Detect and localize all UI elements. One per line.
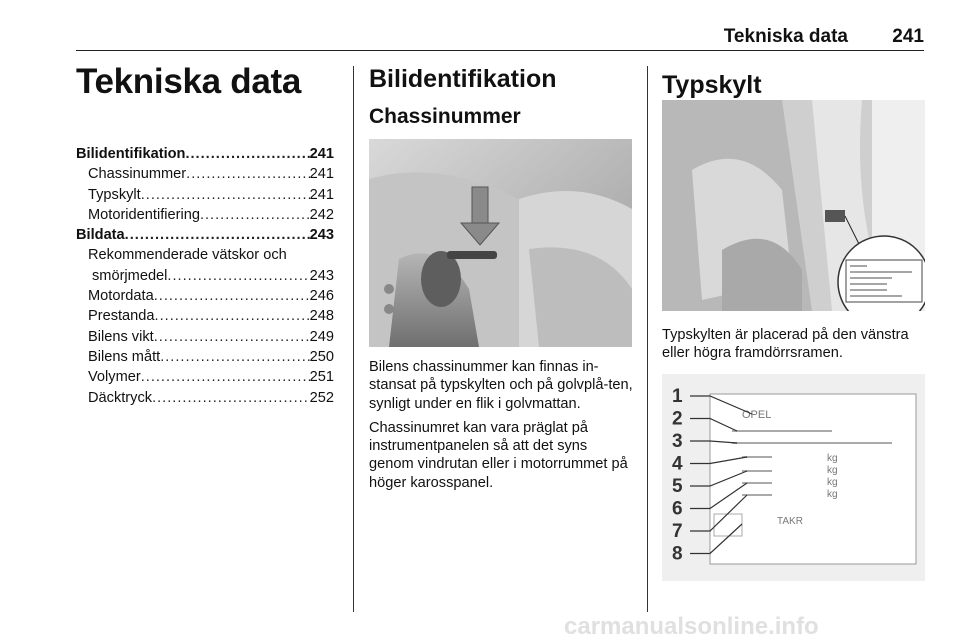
plate-unit-label: kg [827, 465, 838, 476]
toc-entry [76, 286, 334, 306]
watermark: carmanualsonline.info [564, 613, 819, 640]
plate-callout-number: 4 [672, 453, 683, 475]
toc-entry-page: 251 [309, 369, 334, 386]
toc-entry-page: 242 [309, 206, 334, 223]
running-header [76, 26, 924, 50]
plate-brand: OPEL [742, 409, 772, 421]
toc-entry-label: Prestanda [88, 308, 155, 325]
toc-leader [154, 286, 310, 306]
toc-column [76, 56, 334, 408]
toc-entry-page: 241 [309, 186, 334, 203]
toc-leader [167, 266, 309, 286]
toc-entry-page: 243 [309, 267, 334, 284]
header-rule [76, 50, 924, 51]
toc-entry-label: Bilens vikt [88, 328, 154, 345]
chapter-title: Tekniska data [76, 62, 302, 101]
toc-leader [141, 367, 310, 387]
toc-entry-label: Rekommenderade vätskor och [88, 247, 287, 264]
toc-entry-label: Motoridentifiering [88, 206, 200, 223]
subsection-heading: Chassinummer [369, 105, 521, 128]
toc-entry [76, 205, 334, 225]
chassis-column [369, 62, 633, 132]
toc-entry-label: Bilidentifikation [76, 146, 186, 162]
table-of-contents [76, 144, 334, 408]
toc-entry-page: 248 [309, 308, 334, 325]
plate-unit-label: kg [827, 453, 838, 464]
plate-unit-label: kg [827, 477, 838, 488]
toc-entry-label: smörjmedel [92, 267, 168, 284]
type-plate-caption: Typskylten är placerad på den vänstra eller högra framdörrsramen. [662, 327, 909, 362]
toc-entry-label: Typskylt [88, 186, 141, 203]
toc-entry-label: Volymer [88, 369, 141, 386]
plate-callout-number: 3 [672, 431, 683, 452]
toc-entry-page: 241 [309, 166, 334, 183]
page-number: 241 [892, 26, 924, 47]
toc-entry-page: 250 [309, 348, 334, 365]
toc-leader [200, 205, 310, 225]
toc-entry-page: 241 [309, 146, 334, 162]
plate-callout-number: 6 [672, 498, 683, 520]
toc-entry [76, 367, 334, 387]
toc-leader [152, 388, 310, 408]
toc-leader [154, 327, 310, 347]
column-divider-2 [647, 66, 648, 612]
toc-entry [76, 266, 334, 286]
toc-entry-label: Bildata [76, 227, 125, 244]
toc-entry [76, 164, 334, 184]
toc-entry [76, 185, 334, 205]
toc-entry-label: Bilens mått [88, 348, 161, 365]
chassis-paragraph-2: Chassinumret kan vara präglat på instrumentpanelen så att det syns genom vindrutan eller i motorrummet på höger karosspanel. [369, 419, 628, 491]
plate-callout-number: 7 [672, 521, 683, 542]
section-heading: Bilidentifikation [369, 65, 557, 93]
toc-entry [76, 225, 334, 245]
toc-entry-label: Chassinummer [88, 166, 187, 183]
toc-leader [186, 164, 310, 184]
toc-entry [76, 245, 334, 265]
type-plate-diagram [662, 374, 925, 581]
plate-callout-number: 1 [672, 386, 683, 407]
plate-bottom-text: TAKR [777, 516, 803, 527]
type-plate-heading: Typskylt [662, 71, 762, 99]
toc-entry-page: 252 [309, 389, 334, 406]
toc-leader [155, 306, 310, 326]
toc-entry-page: 249 [309, 328, 334, 345]
plate-callout-number: 8 [672, 543, 683, 565]
toc-leader [141, 185, 310, 205]
toc-leader [160, 347, 309, 367]
type-plate-column [662, 68, 926, 102]
toc-entry [76, 144, 334, 164]
chassis-paragraph-1: Bilens chassinummer kan finnas in-stansat på typskylten och på golvplå-ten, synligt under en flik i golvmattan. [369, 359, 633, 412]
door-frame-photo [662, 100, 925, 311]
toc-entry-page: 243 [309, 227, 334, 244]
toc-entry-page: 246 [309, 288, 334, 305]
toc-entry [76, 388, 334, 408]
toc-entry [76, 327, 334, 347]
toc-leader [185, 144, 309, 164]
running-header-title: Tekniska data [723, 26, 848, 47]
plate-callout-number: 5 [672, 476, 683, 497]
plate-unit-label: kg [827, 489, 838, 500]
toc-entry-label: Motordata [88, 288, 154, 305]
toc-entry-label: Däcktryck [88, 389, 153, 406]
plate-callout-number: 2 [672, 408, 683, 430]
toc-entry [76, 347, 334, 367]
toc-entry [76, 306, 334, 326]
column-divider-1 [353, 66, 354, 612]
chassis-text [369, 358, 635, 492]
toc-leader [125, 225, 310, 245]
chassis-number-photo [369, 139, 632, 347]
